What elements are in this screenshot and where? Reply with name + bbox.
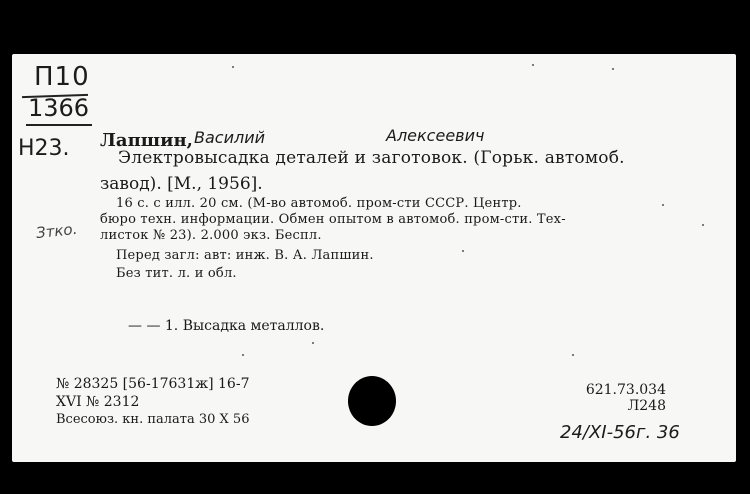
subject-heading: — — 1. Высадка металлов.	[128, 318, 325, 334]
card-number: Н23.	[18, 136, 70, 161]
description-line: бюро техн. информации. Обмен опытом в автомоб. пром-сти. Тех-	[100, 212, 566, 227]
note-line: Без тит. л. и обл.	[116, 266, 237, 281]
classification-code: 621.73.034	[585, 382, 666, 398]
description-line: листок № 23). 2.000 экз. Беспл.	[100, 228, 322, 243]
scan-speck	[662, 204, 664, 206]
author-patronymic-handwritten: Алексеевич	[386, 126, 485, 145]
description-line: 16 с. с илл. 20 см. (М-во автомоб. пром-сти СССР. Центр.	[116, 196, 522, 211]
registry-volume: XVI № 2312	[56, 394, 140, 410]
shelf-mark-bottom: 1366	[28, 94, 90, 122]
scan-speck	[312, 342, 314, 344]
catalog-card	[12, 54, 736, 462]
handwritten-date: 24/XI-56г. 36	[560, 422, 680, 443]
author-name-handwritten: Василий	[194, 128, 265, 147]
scan-speck	[232, 66, 234, 68]
scan-speck	[702, 224, 704, 226]
author-surname: Лапшин,	[100, 130, 193, 151]
book-title: Электровысадка деталей и заготовок. (Горьк. автомоб.	[118, 148, 625, 168]
scan-speck	[532, 64, 534, 66]
cursive-stamp: Зтко.	[35, 219, 79, 243]
punch-hole	[348, 376, 396, 426]
cutter-number: Л248	[627, 398, 666, 414]
shelf-mark-underline	[26, 124, 92, 126]
scan-speck	[572, 354, 574, 356]
chamber-imprint: Всесоюз. кн. палата 30 X 56	[56, 412, 250, 427]
scan-speck	[462, 250, 464, 252]
note-line: Перед загл: авт: инж. В. А. Лапшин.	[116, 248, 374, 263]
publisher-line: завод). [М., 1956].	[100, 174, 263, 194]
scan-speck	[242, 354, 244, 356]
scan-speck	[612, 68, 614, 70]
registry-number: № 28325 [56-17631ж] 16-7	[56, 376, 250, 392]
shelf-mark-top: П10	[34, 62, 90, 92]
